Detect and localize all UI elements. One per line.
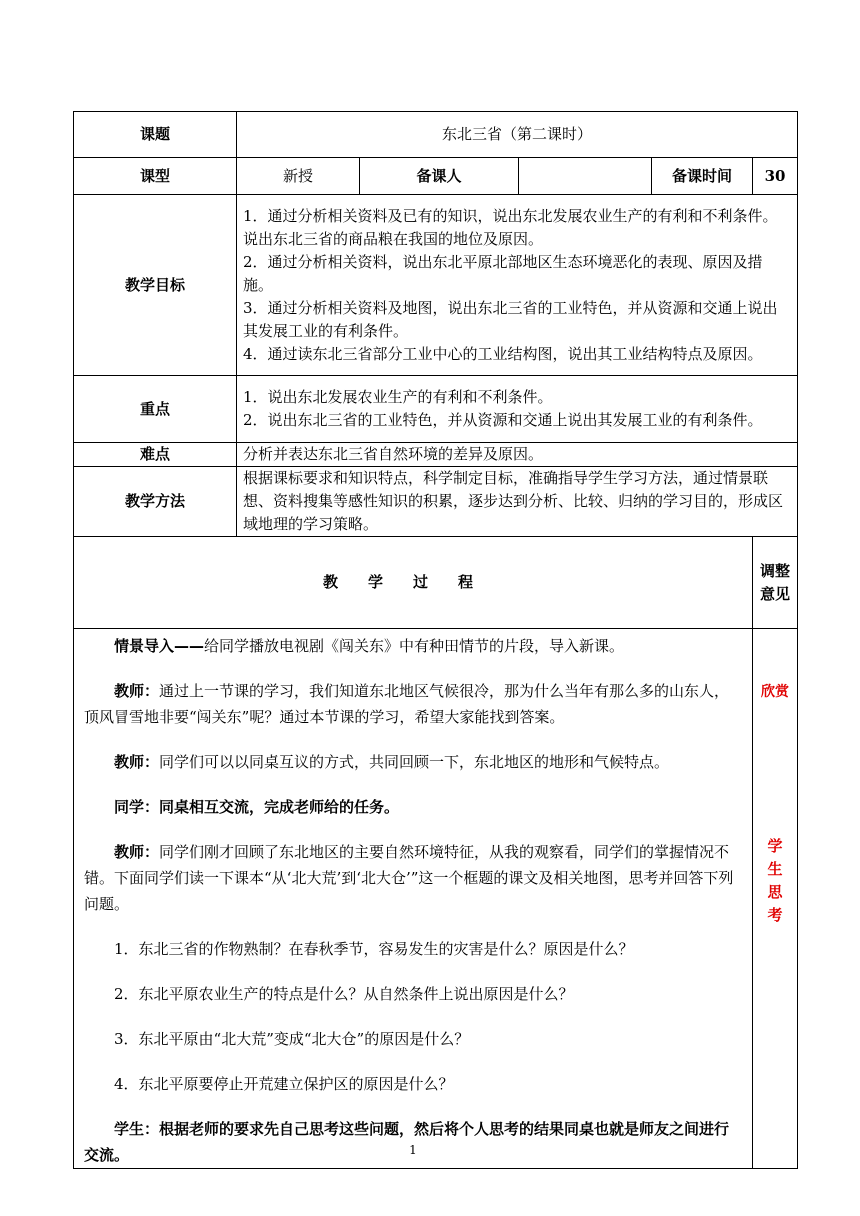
intro-heading: 情景导入—— bbox=[114, 637, 205, 655]
students-paragraph: 同学：同桌相互交流，完成老师给的任务。 bbox=[114, 798, 400, 816]
note-student-think: 学生思考 bbox=[767, 837, 783, 924]
goal-item: 3．通过分析相关资料及地图，说出东北三省的工业特色，并从资源和交通上说出其发展工业的有利条件。 bbox=[243, 298, 778, 340]
adjust-heading: 调整意见 bbox=[753, 537, 798, 629]
note-appreciate: 欣赏 bbox=[761, 684, 790, 700]
preparer-value bbox=[519, 158, 652, 195]
process-body bbox=[74, 629, 753, 1169]
difficulty-label: 难点 bbox=[74, 443, 237, 467]
adjust-notes bbox=[753, 629, 798, 1169]
method-text: 根据课标要求和知识特点，科学制定目标，准确指导学生学习方法，通过情景联想、资料搜集等感性知识的积累，逐步达到分析、比较、归纳的学习目的，形成区域地理的学习策略。 bbox=[237, 467, 798, 537]
topic-value: 东北三省（第二课时） bbox=[237, 112, 798, 158]
page-number: 1 bbox=[409, 1143, 417, 1157]
teacher-paragraph: 教师：同学们刚才回顾了东北地区的主要自然环境特征，从我的观察看，同学们的掌握情况不错。下面同学们读一下课本“从‘北大荒’到‘北大仓’”这一个框题的课文及相关地图，思考并回答下列问题。 bbox=[84, 843, 734, 913]
lesson-plan-table bbox=[73, 111, 798, 1169]
question-item: 1．东北三省的作物熟制？在春秋季节，容易发生的灾害是什么？原因是什么？ bbox=[114, 940, 634, 958]
type-value: 新授 bbox=[237, 158, 360, 195]
students-paragraph: 学生：根据老师的要求先自己思考这些问题，然后将个人思考的结果同桌也就是师友之间进行交流。 bbox=[84, 1120, 730, 1164]
teacher-paragraph: 教师：通过上一节课的学习，我们知道东北地区气候很冷，那为什么当年有那么多的山东人，顶风冒雪地非要“闯关东”呢？通过本节课的学习，希望大家能找到答案。 bbox=[84, 682, 730, 726]
goals-content bbox=[237, 195, 798, 376]
process-heading: 教学过程 bbox=[74, 537, 753, 629]
goals-label: 教学目标 bbox=[74, 195, 237, 376]
question-item: 3．东北平原由“北大荒”变成“北大仓”的原因是什么？ bbox=[114, 1030, 470, 1048]
key-point-item: 1．说出东北发展农业生产的有利和不利条件。 bbox=[243, 388, 553, 406]
goal-item: 1．通过分析相关资料及已有的知识，说出东北发展农业生产的有利和不利条件。说出东北三省的商品粮在我国的地位及原因。 bbox=[243, 206, 778, 248]
intro-paragraph: 情景导入——给同学播放电视剧《闯关东》中有种田情节的片段，导入新课。 bbox=[114, 637, 625, 655]
key-point-item: 2．说出东北三省的工业特色，并从资源和交通上说出其发展工业的有利条件。 bbox=[243, 411, 763, 429]
goal-item: 4．通过读东北三省部分工业中心的工业结构图，说出其工业结构特点及原因。 bbox=[243, 344, 763, 363]
time-value: 30 bbox=[753, 158, 798, 195]
question-item: 4．东北平原要停止开荒建立保护区的原因是什么？ bbox=[114, 1075, 454, 1093]
question-item: 2．东北平原农业生产的特点是什么？从自然条件上说出原因是什么？ bbox=[114, 985, 574, 1003]
topic-label: 课题 bbox=[74, 112, 237, 158]
preparer-label: 备课人 bbox=[360, 158, 519, 195]
teacher-paragraph: 教师：同学们可以以同桌互议的方式，共同回顾一下，东北地区的地形和气候特点。 bbox=[114, 753, 670, 771]
method-label: 教学方法 bbox=[74, 467, 237, 537]
key-points-content bbox=[237, 376, 798, 443]
type-label: 课型 bbox=[74, 158, 237, 195]
difficulty-text: 分析并表达东北三省自然环境的差异及原因。 bbox=[237, 443, 798, 467]
key-points-label: 重点 bbox=[74, 376, 237, 443]
time-label: 备课时间 bbox=[652, 158, 753, 195]
goal-item: 2．通过分析相关资料，说出东北平原北部地区生态环境恶化的表现、原因及措施。 bbox=[243, 252, 763, 294]
